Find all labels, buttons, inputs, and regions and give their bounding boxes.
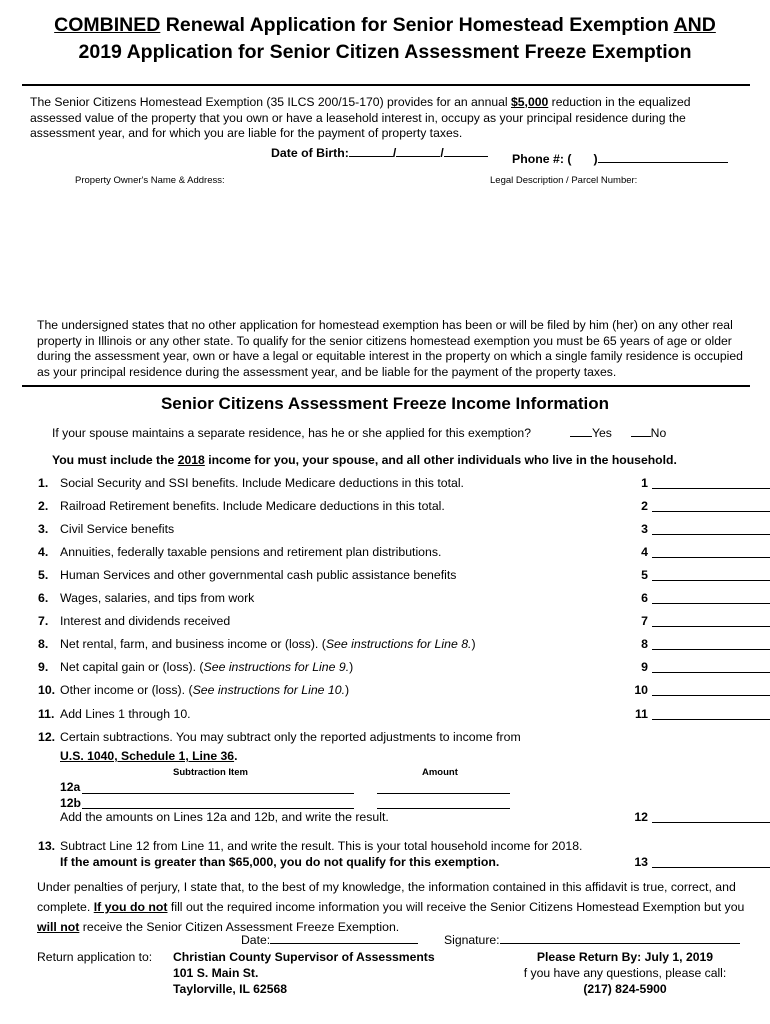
line-12 <box>38 730 738 746</box>
income-line-num: 8. <box>38 637 49 651</box>
return-street: 101 S. Main St. <box>173 966 259 980</box>
income-line-text-tail: ) <box>345 683 350 697</box>
dob-field: Date of Birth: / / <box>271 144 488 160</box>
income-line-ref: 4 <box>641 545 648 559</box>
income-line-input[interactable] <box>652 511 770 512</box>
income-line-num: 6. <box>38 591 49 605</box>
income-line-text-main: Net capital gain or (loss). ( <box>60 660 204 674</box>
income-line-text <box>60 476 464 490</box>
intro-amount: $5,000 <box>511 95 549 109</box>
income-line-text-main: Civil Service benefits <box>60 522 175 536</box>
income-line-input[interactable] <box>652 719 770 720</box>
statement-paragraph: The undersigned states that no other application for homestead exemption has been or will be filed by him (her) on any other real property in Illinois or any other state. To qualify for the senior citizens homestead exemption you must be 65 years of age or older during the assessment year, own or have a legal or equitable interest in the property on which a single family residence is occupied as your principal residence during the assessment year, and be liable for the payment of the property taxes. <box>37 318 743 379</box>
income-line-input[interactable] <box>652 534 770 535</box>
income-line-num: 4. <box>38 545 49 559</box>
line-13-text: Subtract Line 12 from Line 11, and write the result. This is your total household income for 2018. <box>60 839 583 853</box>
intro-paragraph <box>30 95 735 142</box>
income-line-num: 11. <box>38 707 55 721</box>
legal-label: Legal Description / Parcel Number: <box>490 175 638 186</box>
income-line-1 <box>38 476 738 492</box>
intro-text-a: The Senior Citizens Homestead Exemption (35 ILCS 200/15-170) provides for an annual <box>30 95 511 109</box>
date-field <box>241 931 418 949</box>
income-line-text-main: Social Security and SSI benefits. Include Medicare deductions in this total. <box>60 476 464 490</box>
dob-day-input[interactable] <box>396 144 440 157</box>
income-line-text-main: Interest and dividends received <box>60 614 231 628</box>
line-12a-amount-input[interactable] <box>377 793 510 794</box>
income-line-4 <box>38 545 738 561</box>
return-name: Christian County Supervisor of Assessments <box>173 950 435 964</box>
phone-close: ) <box>593 152 598 166</box>
phone-label: Phone #: ( <box>512 152 572 166</box>
line-12-total <box>38 810 738 826</box>
date-label: Date: <box>241 933 271 947</box>
line-12-source-ref: U.S. 1040, Schedule 1, Line 36 <box>60 749 235 763</box>
income-line-6 <box>38 591 738 607</box>
return-deadline: Please Return By: July 1, 2019 <box>536 950 714 964</box>
income-line-ref: 10 <box>634 683 648 697</box>
include-year: 2018 <box>177 453 205 467</box>
spouse-answers <box>570 426 666 442</box>
perjury-statement <box>37 877 749 937</box>
income-line-10 <box>38 683 738 699</box>
income-line-text <box>60 707 191 721</box>
line-12-source-tail: . <box>234 749 238 763</box>
income-line-ref: 3 <box>641 522 648 536</box>
signature-field <box>444 931 740 949</box>
line-12-ref: 12 <box>634 810 648 824</box>
line-13-total <box>38 855 738 871</box>
owner-address-area[interactable] <box>36 192 436 312</box>
income-line-text <box>60 591 254 605</box>
income-line-5 <box>38 568 738 584</box>
income-line-text <box>60 545 441 559</box>
income-line-instruction-ref: See instructions for Line 9. <box>203 660 350 674</box>
line-13-limit-text: If the amount is greater than $65,000, you do not qualify for this exemption. <box>60 855 500 869</box>
perjury-if-not: If you do not <box>93 900 168 914</box>
income-line-num: 5. <box>38 568 49 582</box>
income-line-input[interactable] <box>652 488 770 489</box>
parcel-number-area[interactable] <box>488 192 748 312</box>
income-line-num: 10. <box>38 683 56 697</box>
phone-field <box>512 150 728 166</box>
owner-label: Property Owner's Name & Address: <box>75 175 225 186</box>
income-line-input[interactable] <box>652 557 770 558</box>
income-line-ref: 6 <box>641 591 648 605</box>
yes-checkbox[interactable] <box>570 426 592 437</box>
line-13 <box>38 839 738 855</box>
line-12b-label: 12b <box>60 796 82 810</box>
title-combined: COMBINED <box>54 14 161 36</box>
income-line-input[interactable] <box>652 603 770 604</box>
income-line-num: 3. <box>38 522 49 536</box>
income-line-text <box>60 522 174 536</box>
intro-text-b: reduction in the equalized assessed value of the property that you own or have a leasehold interest in, occupy as your principal residence during the assessment year, and for which you are liable for the payment of property taxes. <box>30 95 691 140</box>
income-line-ref: 7 <box>641 614 648 628</box>
income-line-input[interactable] <box>652 580 770 581</box>
dob-month-input[interactable] <box>349 144 393 157</box>
income-line-input[interactable] <box>652 695 770 696</box>
line-12a-label: 12a <box>60 780 81 794</box>
section-heading: Senior Citizens Assessment Freeze Income Information <box>160 394 610 413</box>
phone-input[interactable] <box>598 150 728 163</box>
perjury-text-a: Under penalties of perjury, I state that, to the best of my knowledge, the information contained in this affidavit is true, correct, and complete. <box>37 880 736 914</box>
date-input[interactable] <box>270 931 418 944</box>
divider <box>22 84 750 86</box>
include-text-a: You must include the <box>52 453 178 467</box>
income-line-text-main: Annuities, federally taxable pensions and retirement plan distributions. <box>60 545 442 559</box>
line-12a-item-input[interactable] <box>82 793 354 794</box>
dob-year-input[interactable] <box>444 144 488 157</box>
perjury-text-c: receive the Senior Citizen Assessment Freeze Exemption. <box>79 920 400 934</box>
line-13-input[interactable] <box>652 867 770 868</box>
income-line-num: 7. <box>38 614 49 628</box>
income-line-ref: 11 <box>635 707 648 721</box>
divider-2 <box>22 385 750 387</box>
income-line-text <box>60 660 353 674</box>
income-line-ref: 5 <box>641 568 648 582</box>
income-line-num: 9. <box>38 660 49 674</box>
line-12-input[interactable] <box>652 822 770 823</box>
no-label: No <box>650 426 667 440</box>
line-12b-amount-input[interactable] <box>377 808 510 809</box>
perjury-will-not: will not <box>37 920 80 934</box>
line-12-source <box>60 749 237 765</box>
questions-text: f you have any questions, please call: <box>523 966 727 980</box>
perjury-text-b: fill out the required income information you will receive the Senior Citizens Homestead Exemption but you <box>167 900 745 914</box>
income-line-3 <box>38 522 738 538</box>
income-line-text-tail: ) <box>471 637 476 651</box>
return-label: Return application to: <box>37 950 153 964</box>
income-line-ref: 9 <box>641 660 648 674</box>
form-title-line1 <box>0 12 770 38</box>
income-line-text <box>60 683 349 697</box>
signature-label: Signature: <box>444 933 500 947</box>
subtraction-item-header: Subtraction Item <box>173 767 248 778</box>
income-line-text <box>60 614 230 628</box>
include-instruction <box>52 453 677 469</box>
income-line-ref: 1 <box>641 476 648 490</box>
income-line-input[interactable] <box>652 649 770 650</box>
spouse-question: If your spouse maintains a separate residence, has he or she applied for this exemption? <box>52 426 531 440</box>
income-line-text <box>60 568 456 582</box>
income-line-text <box>60 499 445 513</box>
income-line-text-main: Add Lines 1 through 10. <box>60 707 191 721</box>
income-line-text <box>60 637 476 651</box>
income-line-ref: 8 <box>641 637 648 651</box>
income-line-8 <box>38 637 738 653</box>
income-line-text-main: Wages, salaries, and tips from work <box>60 591 255 605</box>
income-line-instruction-ref: See instructions for Line 8. <box>325 637 472 651</box>
income-line-num: 1. <box>38 476 49 490</box>
line-12-text: Certain subtractions. You may subtract only the reported adjustments to income from <box>60 730 521 744</box>
income-line-text-main: Railroad Retirement benefits. Include Medicare deductions in this total. <box>60 499 445 513</box>
income-line-text-main: Other income or (loss). ( <box>60 683 193 697</box>
include-text-b: income for you, your spouse, and all other individuals who live in the household. <box>204 453 677 467</box>
return-city: Taylorville, IL 62568 <box>173 982 288 996</box>
yes-label: Yes <box>592 426 612 440</box>
income-line-input[interactable] <box>652 672 770 673</box>
line-13-ref: 13 <box>634 855 648 869</box>
income-line-9 <box>38 660 738 676</box>
contact-phone: (217) 824-5900 <box>583 982 667 996</box>
dob-label: Date of Birth: <box>271 146 349 160</box>
title-and: AND <box>673 14 716 36</box>
income-line-7 <box>38 614 738 630</box>
amount-header: Amount <box>422 767 458 778</box>
form-title-line2: 2019 Application for Senior Citizen Assessment Freeze Exemption <box>78 41 692 63</box>
signature-input[interactable] <box>500 931 740 944</box>
income-line-num: 2. <box>38 499 49 513</box>
income-line-instruction-ref: See instructions for Line 10. <box>192 683 346 697</box>
line-12-add-text: Add the amounts on Lines 12a and 12b, and write the result. <box>60 810 389 824</box>
line-12-num: 12. <box>38 730 56 744</box>
income-line-11 <box>38 707 738 723</box>
income-line-input[interactable] <box>652 626 770 627</box>
income-line-text-main: Human Services and other governmental cash public assistance benefits <box>60 568 457 582</box>
income-line-ref: 2 <box>641 499 648 513</box>
income-line-text-main: Net rental, farm, and business income or (loss). ( <box>60 637 326 651</box>
no-checkbox[interactable] <box>631 426 651 437</box>
line-13-num: 13. <box>38 839 56 853</box>
line-12b-item-input[interactable] <box>82 808 354 809</box>
title-middle: Renewal Application for Senior Homestead Exemption <box>160 14 674 36</box>
income-line-text-tail: ) <box>349 660 354 674</box>
income-line-2 <box>38 499 738 515</box>
